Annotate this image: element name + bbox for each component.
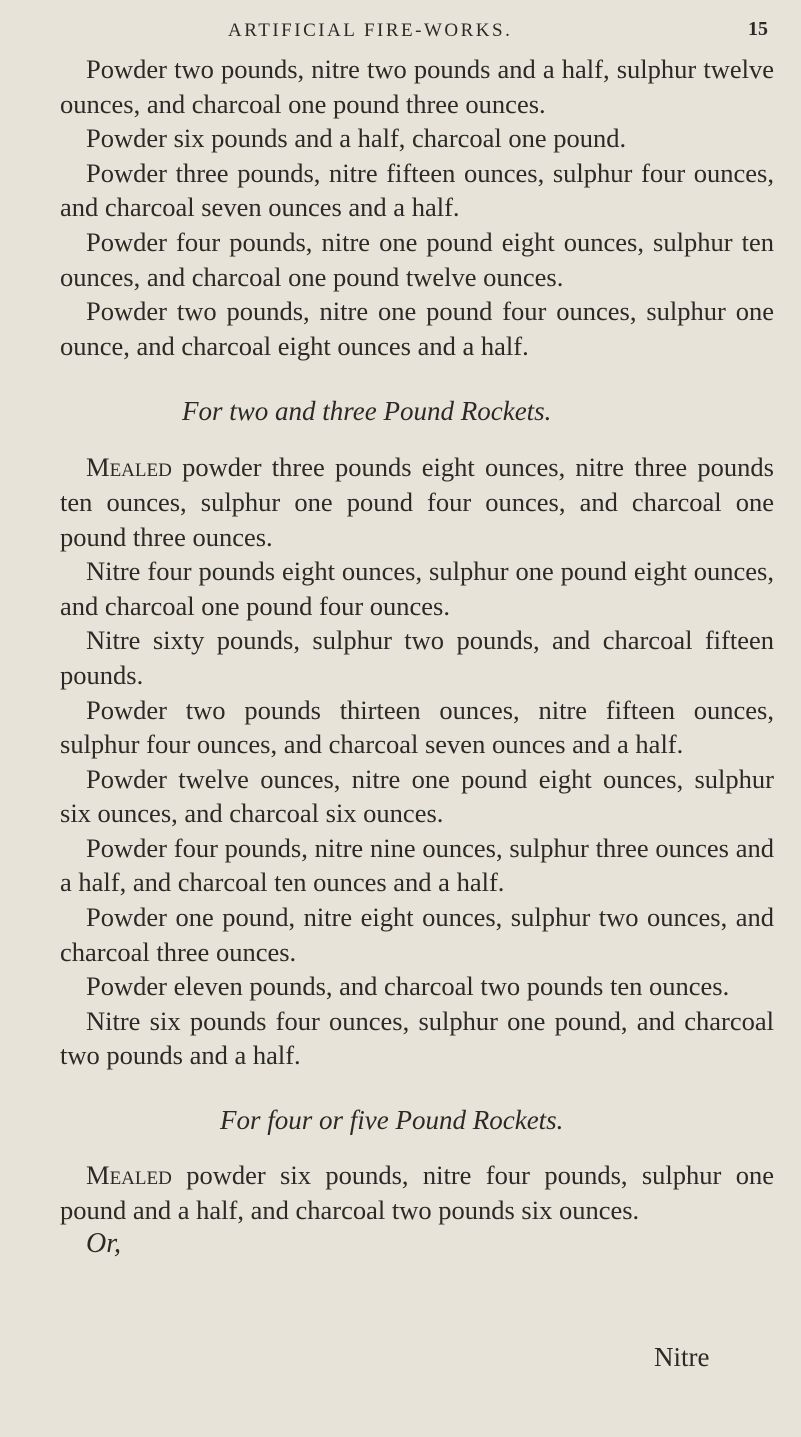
paragraph-text: powder three pounds eight ounces, nitre three pounds ten ounces, sulphur one pound four ounces, and charcoal one pound three ounces. [60,452,774,552]
lead-word: Mealed [86,1160,172,1191]
recipe-paragraph: Powder two pounds, nitre one pound four ounces, sulphur one ounce, and charcoal eight ounces and a half. [60,296,774,361]
section-heading: For two and three Pound Rockets. [182,396,552,427]
recipe-paragraph: Nitre sixty pounds, sulphur two pounds, and charcoal fifteen pounds. [60,625,774,690]
page-header [0,8,801,48]
recipe-paragraph: Powder twelve ounces, nitre one pound eight ounces, sulphur six ounces, and charcoal six ounces. [60,763,774,829]
page-body [60,52,774,1262]
catchword: Nitre [654,1342,710,1372]
recipe-paragraph: Powder six pounds and a half, charcoal one pound. [86,123,627,154]
recipe-paragraph: Nitre six pounds four ounces, sulphur one pound, and charcoal two pounds and a half. [60,1005,774,1071]
recipe-paragraph: Nitre four pounds eight ounces, sulphur one pound eight ounces, and charcoal one pound four ounces. [60,556,774,621]
recipe-paragraph [60,1158,774,1227]
recipe-paragraph [60,450,774,554]
recipe-paragraph: Powder four pounds, nitre one pound eight ounces, sulphur ten ounces, and charcoal one pound twelve ounces. [60,226,774,292]
recipe-paragraph: Powder four pounds, nitre nine ounces, sulphur three ounces and a half, and charcoal ten ounces and a half. [60,832,774,898]
recipe-paragraph: Powder one pound, nitre eight ounces, sulphur two ounces, and charcoal three ounces. [60,902,774,967]
paragraph-text: powder six pounds, nitre four pounds, sulphur one pound and a half, and charcoal two pounds six ounces. [60,1160,774,1225]
or-line: Or, [86,1228,122,1260]
recipe-paragraph: Powder two pounds thirteen ounces, nitre fifteen ounces, sulphur four ounces, and charcoal seven ounces and a half. [60,694,774,760]
recipe-paragraph: Powder two pounds, nitre two pounds and a half, sulphur twelve ounces, and charcoal one pound three ounces. [60,54,774,119]
recipe-paragraph: Powder three pounds, nitre fifteen ounces, sulphur four ounces, and charcoal seven ounces and a half. [60,157,774,223]
recipe-paragraph: Powder eleven pounds, and charcoal two pounds ten ounces. [86,971,730,1002]
lead-word: Mealed [86,452,172,483]
section-heading: For four or five Pound Rockets. [220,1105,564,1136]
page-number: 15 [748,18,768,40]
running-title: ARTIFICIAL FIRE-WORKS. [228,20,513,41]
